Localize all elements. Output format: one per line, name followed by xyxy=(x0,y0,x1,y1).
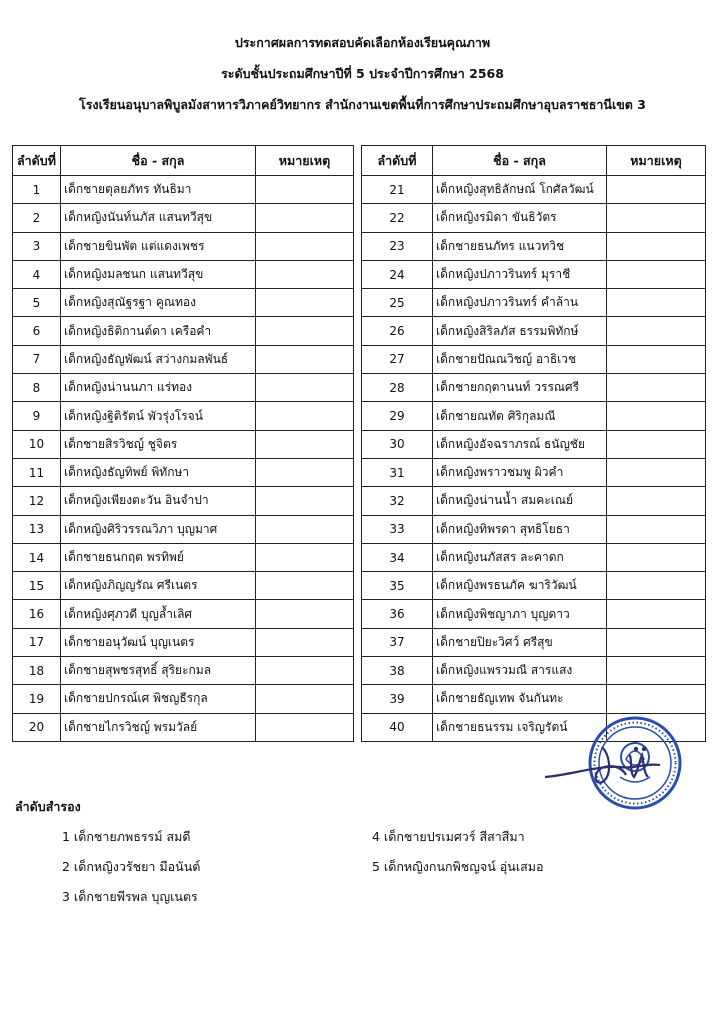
student-name: เด็กหญิงอัจฉราภรณ์ ธนัญชัย xyxy=(433,430,607,458)
student-name: เด็กหญิงนภัสสร ละคาดก xyxy=(433,543,607,571)
student-order: 18 xyxy=(13,657,61,685)
student-remark xyxy=(256,402,354,430)
student-order: 34 xyxy=(362,543,433,571)
column-order: ลำดับที่ xyxy=(13,146,61,176)
student-order: 4 xyxy=(13,260,61,288)
student-name: เด็กหญิงปภาวรินทร์ มุราชี xyxy=(433,260,607,288)
student-order: 15 xyxy=(13,572,61,600)
table-row xyxy=(362,628,706,656)
student-remark xyxy=(256,176,354,204)
student-remark xyxy=(256,515,354,543)
table-row xyxy=(13,232,354,260)
student-remark xyxy=(607,543,706,571)
student-remark xyxy=(607,600,706,628)
table-row xyxy=(362,374,706,402)
student-table-left xyxy=(12,145,354,742)
table-row xyxy=(362,289,706,317)
table-row xyxy=(362,402,706,430)
alternate-item-4: 4 เด็กชายปรเมศวร์ สีสาสีมา xyxy=(372,829,525,844)
student-remark xyxy=(256,713,354,741)
student-remark xyxy=(607,685,706,713)
student-name: เด็กหญิงพรธนภัค ฆาริวัฒน์ xyxy=(433,572,607,600)
table-row xyxy=(13,628,354,656)
student-name: เด็กชายธนรรม เจริญรัตน์ xyxy=(433,713,607,741)
student-remark xyxy=(256,374,354,402)
alternate-item-3: 3 เด็กชายพีรพล บุญเนตร xyxy=(62,889,198,904)
student-remark xyxy=(607,458,706,486)
table-row xyxy=(13,176,354,204)
student-name: เด็กชายไกรวิชญ์ พรมวัลย์ xyxy=(61,713,256,741)
student-order: 28 xyxy=(362,374,433,402)
table-row xyxy=(13,600,354,628)
student-remark xyxy=(607,487,706,515)
table-row xyxy=(13,713,354,741)
student-order: 33 xyxy=(362,515,433,543)
student-name: เด็กชายปัณณวิชญ์ อาธิเวช xyxy=(433,345,607,373)
student-remark xyxy=(607,204,706,232)
student-remark xyxy=(256,260,354,288)
table-row xyxy=(13,515,354,543)
student-name: เด็กหญิงธัญทิพย์ พิทักษา xyxy=(61,458,256,486)
student-order: 3 xyxy=(13,232,61,260)
table-row xyxy=(13,345,354,373)
column-name: ชื่อ - สกุล xyxy=(433,146,607,176)
student-name: เด็กหญิงภิญญรัณ ศรีเนตร xyxy=(61,572,256,600)
student-name: เด็กชายสิรวิชญ์ ชูจิตร xyxy=(61,430,256,458)
student-name: เด็กหญิงมลชนก แสนทวีสุข xyxy=(61,260,256,288)
student-name: เด็กหญิงศิริวรรณวิภา บุญมาศ xyxy=(61,515,256,543)
student-remark xyxy=(607,317,706,345)
table-row xyxy=(362,515,706,543)
student-name: เด็กหญิงน่านนภา แร่ทอง xyxy=(61,374,256,402)
student-name: เด็กชายปกรณ์เศ พิชญธีรกุล xyxy=(61,685,256,713)
table-row xyxy=(362,543,706,571)
student-remark xyxy=(607,402,706,430)
student-order: 16 xyxy=(13,600,61,628)
seal-icon xyxy=(590,718,680,808)
student-remark xyxy=(607,657,706,685)
student-remark xyxy=(256,685,354,713)
table-row xyxy=(362,600,706,628)
student-order: 37 xyxy=(362,628,433,656)
student-name: เด็กชายตุลยภัทร ทันธิมา xyxy=(61,176,256,204)
student-remark xyxy=(256,458,354,486)
student-name: เด็กหญิงทิพรดา สุทธิโยธา xyxy=(433,515,607,543)
table-row xyxy=(13,458,354,486)
student-name: เด็กหญิงน่านน้ำ สมคะเณย์ xyxy=(433,487,607,515)
school-line: โรงเรียนอนุบาลพิบูลมังสาหารวิภาคย์วิทยากร สำนักงานเขตพื้นที่การศึกษาประถมศึกษาอุบลราชธานีเขต 3 xyxy=(79,97,646,112)
student-order: 6 xyxy=(13,317,61,345)
student-name: เด็กชายอนุวัฒน์ บุญเนตร xyxy=(61,628,256,656)
student-remark xyxy=(607,289,706,317)
student-order: 29 xyxy=(362,402,433,430)
student-remark xyxy=(607,628,706,656)
student-order: 5 xyxy=(13,289,61,317)
student-name: เด็กหญิงธิติกานต์ดา เครือคำ xyxy=(61,317,256,345)
student-order: 24 xyxy=(362,260,433,288)
student-remark xyxy=(607,232,706,260)
student-remark xyxy=(256,289,354,317)
student-remark xyxy=(607,374,706,402)
student-order: 38 xyxy=(362,657,433,685)
student-order: 17 xyxy=(13,628,61,656)
student-order: 11 xyxy=(13,458,61,486)
student-name: เด็กชายธนภัทร แนวทวิช xyxy=(433,232,607,260)
student-order: 25 xyxy=(362,289,433,317)
table-header-row xyxy=(13,146,354,176)
grade-year-line: ระดับชั้นประถมศึกษาปีที่ 5 ประจำปีการศึกษา 2568 xyxy=(221,66,504,81)
student-name: เด็กหญิงฐิติรัตน์ พัวรุ่งโรจน์ xyxy=(61,402,256,430)
table-row xyxy=(13,543,354,571)
table-row xyxy=(362,345,706,373)
student-name: เด็กหญิงสิริลภัส ธรรมพิทักษ์ xyxy=(433,317,607,345)
student-name: เด็กหญิงสุทธิลักษณ์ โกศัลวัฒน์ xyxy=(433,176,607,204)
alternate-item-1: 1 เด็กชายภพธรรม์ สมดี xyxy=(62,829,191,844)
table-row xyxy=(362,685,706,713)
table-row xyxy=(362,204,706,232)
student-name: เด็กชายกฤตานนท์ วรรณศรี xyxy=(433,374,607,402)
student-order: 7 xyxy=(13,345,61,373)
table-row xyxy=(362,176,706,204)
student-remark xyxy=(256,657,354,685)
table-row xyxy=(362,317,706,345)
student-order: 10 xyxy=(13,430,61,458)
student-name: เด็กหญิงสุณัฐรฐา คูณทอง xyxy=(61,289,256,317)
table-row xyxy=(362,657,706,685)
student-order: 14 xyxy=(13,543,61,571)
student-order: 12 xyxy=(13,487,61,515)
table-row xyxy=(362,487,706,515)
student-order: 36 xyxy=(362,600,433,628)
table-row xyxy=(13,487,354,515)
table-row xyxy=(362,232,706,260)
student-remark xyxy=(607,515,706,543)
student-name: เด็กหญิงนันท์นภัส แสนทวีสุข xyxy=(61,204,256,232)
student-name: เด็กหญิงพราวชมพู ผิวคำ xyxy=(433,458,607,486)
student-name: เด็กชายธนกฤต พรทิพย์ xyxy=(61,543,256,571)
student-order: 31 xyxy=(362,458,433,486)
table-row xyxy=(13,289,354,317)
column-remark: หมายเหตุ xyxy=(256,146,354,176)
student-order: 21 xyxy=(362,176,433,204)
student-remark xyxy=(256,572,354,600)
table-row xyxy=(13,572,354,600)
student-name: เด็กหญิงรมิดา ขันธิวัตร xyxy=(433,204,607,232)
student-remark xyxy=(256,543,354,571)
student-remark xyxy=(607,572,706,600)
student-remark xyxy=(256,204,354,232)
column-remark: หมายเหตุ xyxy=(607,146,706,176)
table-row xyxy=(362,430,706,458)
table-row xyxy=(13,685,354,713)
student-name: เด็กหญิงพิชญาภา บุญดาว xyxy=(433,600,607,628)
table-row xyxy=(13,374,354,402)
student-order: 27 xyxy=(362,345,433,373)
student-name: เด็กชายธัญเทพ จันกันทะ xyxy=(433,685,607,713)
student-remark xyxy=(607,430,706,458)
table-row xyxy=(13,317,354,345)
student-order: 22 xyxy=(362,204,433,232)
student-name: เด็กหญิงเพียงตะวัน อินจำปา xyxy=(61,487,256,515)
table-row xyxy=(362,260,706,288)
column-name: ชื่อ - สกุล xyxy=(61,146,256,176)
student-remark xyxy=(256,345,354,373)
student-remark xyxy=(256,430,354,458)
student-remark xyxy=(256,600,354,628)
alternate-item-2: 2 เด็กหญิงวรัชยา มีอนันต์ xyxy=(62,859,201,874)
student-remark xyxy=(256,232,354,260)
student-remark xyxy=(607,260,706,288)
table-row xyxy=(13,204,354,232)
student-order: 40 xyxy=(362,713,433,741)
student-name: เด็กหญิงแพรวมณี สารแสง xyxy=(433,657,607,685)
student-order: 23 xyxy=(362,232,433,260)
table-row xyxy=(13,657,354,685)
student-order: 19 xyxy=(13,685,61,713)
student-order: 39 xyxy=(362,685,433,713)
table-header-row xyxy=(362,146,706,176)
student-order: 2 xyxy=(13,204,61,232)
student-remark xyxy=(256,317,354,345)
alternates-title: ลำดับสำรอง xyxy=(15,799,81,814)
student-name: เด็กหญิงธัญพัฒน์ สว่างกมลพันธ์ xyxy=(61,345,256,373)
student-name: เด็กชายขินพัต แต่แดงเพชร xyxy=(61,232,256,260)
student-name: เด็กชายปิยะวิศว์ ศรีสุข xyxy=(433,628,607,656)
official-stamp-signature xyxy=(540,715,720,825)
alternate-item-5: 5 เด็กหญิงกนกพิชญจน์ อุ่นเสมอ xyxy=(372,859,544,874)
student-remark xyxy=(607,345,706,373)
table-row xyxy=(13,402,354,430)
student-order: 9 xyxy=(13,402,61,430)
student-order: 8 xyxy=(13,374,61,402)
announcement-title: ประกาศผลการทดสอบคัดเลือกห้องเรียนคุณภาพ xyxy=(234,35,491,50)
student-name: เด็กหญิงศุภวดี บุญล้ำเลิศ xyxy=(61,600,256,628)
student-order: 1 xyxy=(13,176,61,204)
table-row xyxy=(13,430,354,458)
student-name: เด็กหญิงปภาวรินทร์ คำล้าน xyxy=(433,289,607,317)
table-row xyxy=(13,260,354,288)
student-table-right xyxy=(361,145,706,742)
student-order: 35 xyxy=(362,572,433,600)
table-row xyxy=(362,572,706,600)
student-name: เด็กชายณทัต ศิริกุลมณี xyxy=(433,402,607,430)
student-remark xyxy=(607,176,706,204)
student-remark xyxy=(256,487,354,515)
student-remark xyxy=(256,628,354,656)
column-order: ลำดับที่ xyxy=(362,146,433,176)
student-order: 32 xyxy=(362,487,433,515)
student-order: 20 xyxy=(13,713,61,741)
student-order: 26 xyxy=(362,317,433,345)
table-row xyxy=(362,458,706,486)
student-name: เด็กชายสุพชรสุทธิ์ สุริยะกมล xyxy=(61,657,256,685)
student-order: 13 xyxy=(13,515,61,543)
student-order: 30 xyxy=(362,430,433,458)
